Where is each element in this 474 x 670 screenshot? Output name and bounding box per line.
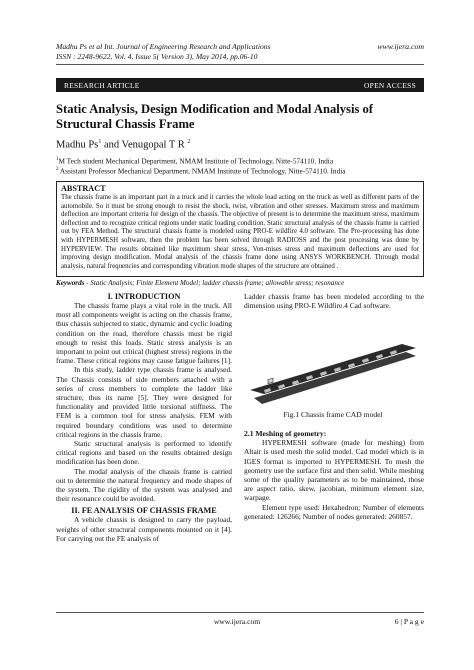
meshing-paragraph: HYPERMESH software (made for meshing) from Altair is used mesh the solid model. Cad model which is in IGES format is imported to HYPERMESH. To mesh the geometry use the surface first and then solid. While meshing some of the quality parameters as to be maintained, those are aspect ratio, skew, jacobian, minimum element size, warpage. [244, 438, 424, 503]
abstract-heading: ABSTRACT [61, 184, 106, 193]
meshing-subheading: 2.1 Meshing of geometry: [244, 429, 327, 438]
journal-issn-line: ISSN : 2248-9622, Vol. 4, Issue 5( Version 3), May 2014, pp.06-10 [56, 52, 258, 61]
footer-site-link[interactable]: www.ijera.com [213, 617, 261, 626]
cross-member [268, 378, 273, 384]
footer-divider [56, 612, 424, 613]
chassis-side-rail-upper [250, 344, 416, 394]
keywords-label: Keywords [56, 279, 85, 287]
affiliation-2-sup: 2 [56, 167, 59, 172]
abstract-text: The chassis frame is an important part in a truck and it carries the whole load acting on the truck as well as different parts of the automobile. So it must be strong enough to resist the shock, twist, vibration and other stresses. Maximum stress and maximum deflection are important criteria for design of the chassis. The objective of present is to determine the maximum stress, maximum deflection and to recognize critical regions under static loading condition. Static structural analysis of the chassis frame is carried out by FEA Method. The structural chassis frame is modeled using PRO-E wildfire 4.0 software. The Pre-processing has done with HYPERMESH software, then the problem has been solved through RADIOSS and the post processing was done by HYPERVIEW. The results obtained like maximum shear stress, Von-mises stress and maximum deflections are used for improving design modification. Modal analysis of the chassis frame done using ANSYS WORKBENCH. Through modal analysis, natural frequencies and corresponding vibration mode shapes of the structure are obtained . [61, 194, 419, 270]
keywords-text: - Static Analysis; Finite Element Model; ladder chassis frame; allowable stress; resonance [84, 279, 345, 287]
author-2-sup: 2 [187, 139, 191, 145]
page-number: 6 | P a g e [394, 617, 424, 626]
chassis-side-rail-lower [254, 352, 416, 404]
author-1-sup: 1 [98, 139, 102, 145]
affiliation-2-text: Assistant Professor Mechanical Department, NMAM Institute of Technology, Nitte-574110. India [58, 166, 346, 176]
header-site-link[interactable]: www.ijera.com [377, 42, 424, 51]
right-column-top [244, 292, 424, 310]
author-2: and Venugopal T R [103, 139, 188, 151]
journal-header [56, 42, 271, 62]
intro-paragraph-2: In this study, ladder type chassis frame is analysed. The Chassis consists of side members attached with a series of cross members to complete the ladder like structure, thus its name [5]. They were designed for functionality and provided little torsional stiffness. The FEM is a common tool for stress analysis. FEM with required boundary conditions was used to determine critical regions in the chassis frame. [56, 365, 232, 439]
left-column [56, 292, 232, 543]
header-divider [56, 64, 424, 65]
article-type-banner [56, 78, 424, 92]
intro-paragraph-3: Static structural analysis is performed to identify critical regions and based on the results obtained design modification has been done. [56, 439, 232, 467]
intro-paragraph-4: The modal analysis of the chassis frame is carried out to determine the natural frequency and mode shapes of the system. The rigidity of the system was analysed and their resonance could be avoided. [56, 466, 232, 504]
keywords-line [56, 279, 424, 287]
model-paragraph: Ladder chassis frame has been modeled according to the dimension using PRO-E Wildfire.4 Cad software. [244, 292, 424, 311]
affiliation-1-sup: 1 [56, 157, 59, 162]
affiliation-2 [56, 165, 346, 175]
right-column-bottom [244, 429, 424, 521]
intro-paragraph-1: The chassis frame plays a vital role in the truck. All most all components weight is acting on the chassis frame, thus chassis subjected to static, dynamic and cyclic loading condition on the road, therefore chassis must be rigid enough to resist this loads. Static stress analysis is an important to point out critical (highest stress) regions in the frame. These critical regions may cause fatigue failures [1]. [56, 301, 232, 366]
paper-title: Static Analysis, Design Modification and Modal Analysis of Structural Chassis Frame [56, 102, 373, 131]
author-1: Madhu Ps [56, 139, 99, 151]
affiliation-1-text: M Tech student Mechanical Department, NMAM Institute of Technology, Nitte-574110. India [58, 156, 334, 166]
affiliation-1 [56, 155, 333, 165]
open-access-label: OPEN ACCESS [364, 80, 416, 90]
chassis-frame-figure [244, 328, 422, 408]
fe-analysis-heading: II. FE ANALYSIS OF CHASSIS FRAME [71, 506, 217, 516]
figure-caption: Fig.1 Chassis frame CAD model [283, 410, 383, 419]
author-line [56, 139, 190, 151]
introduction-heading: I. INTRODUCTION [107, 292, 181, 301]
research-article-label: RESEARCH ARTICLE [64, 80, 140, 90]
fe-paragraph-1: A vehicle chassis is designed to carry the payload, weights of other structural components mounted on it [4]. For carrying out the FE analysis of [56, 515, 232, 543]
chassis-cross-members [268, 378, 273, 384]
journal-citation-line: Madhu Ps et al Int. Journal of Engineering Research and Applications [56, 42, 271, 51]
element-stats-paragraph: Element type used: Hexahedron; Number of elements generated: 126266; Number of nodes generated: 260857. [244, 502, 424, 521]
abstract-box [56, 181, 424, 277]
